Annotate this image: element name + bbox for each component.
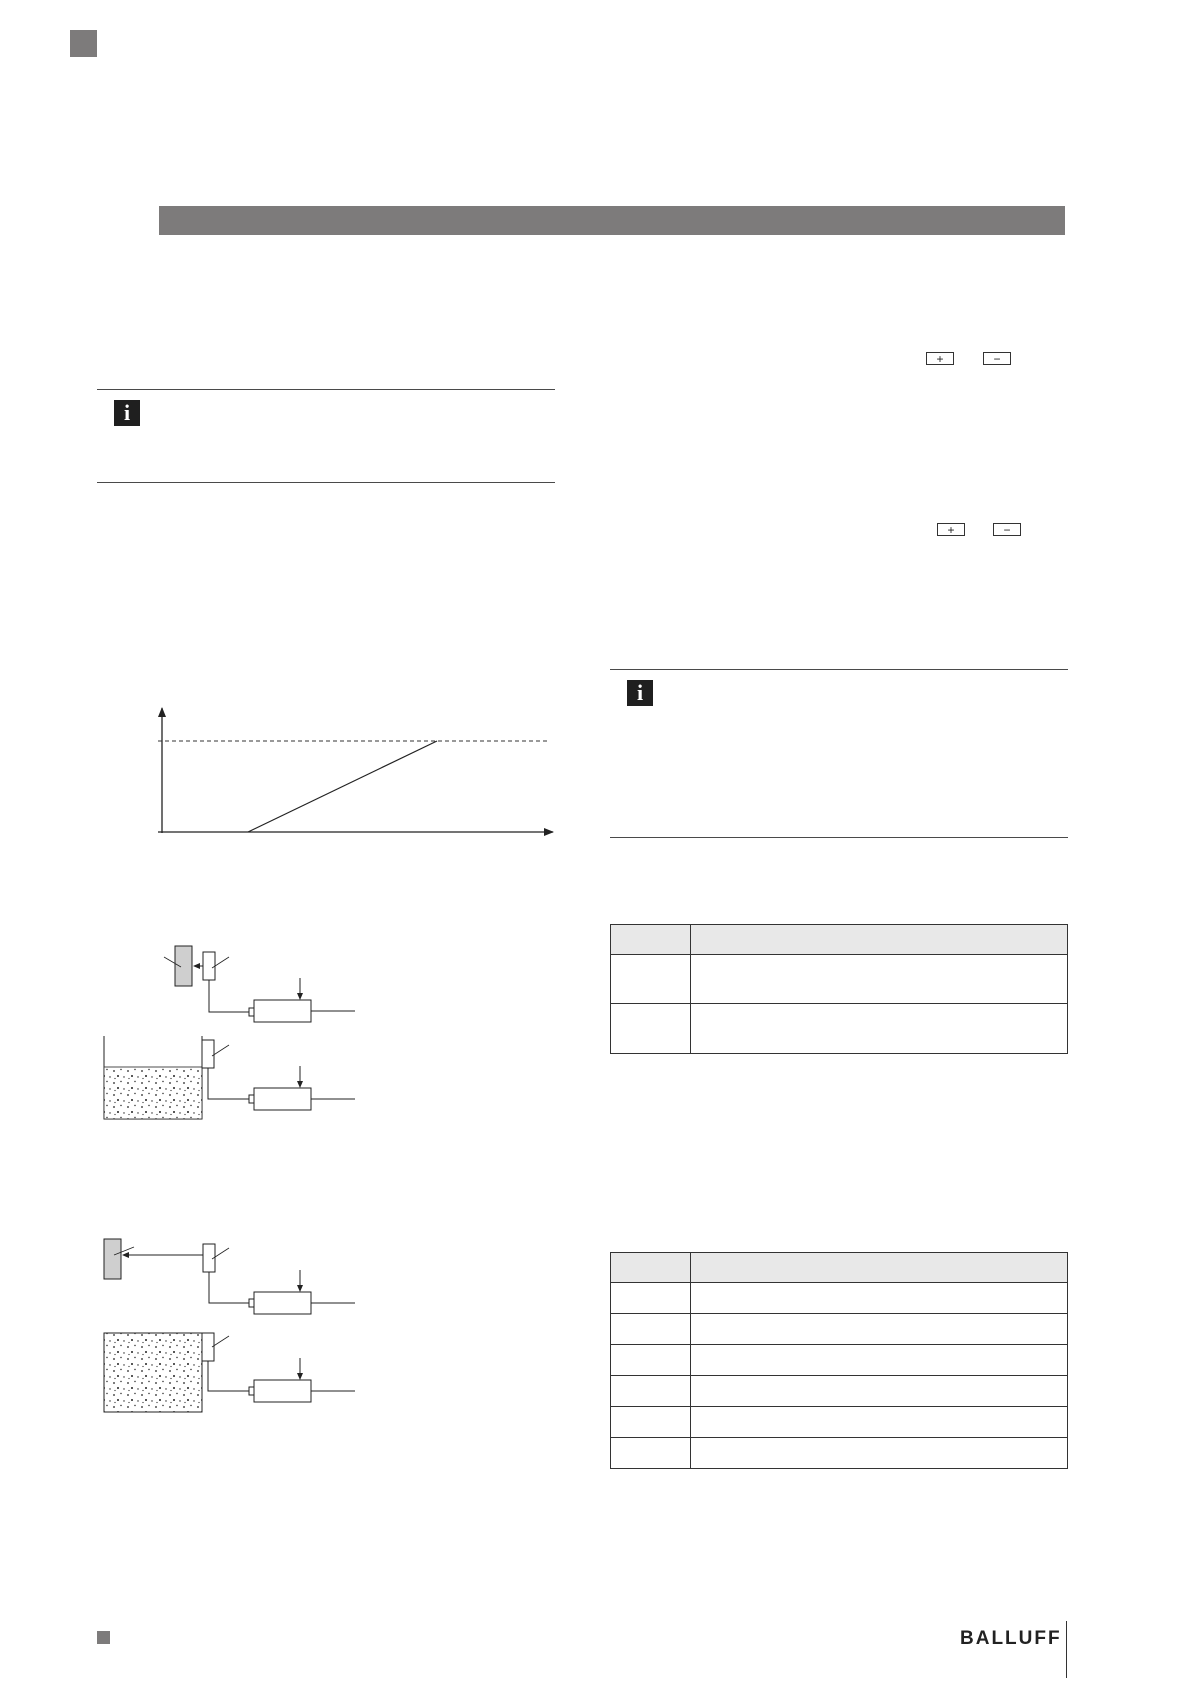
sensor-to-distant-target xyxy=(104,1239,355,1314)
table-row xyxy=(611,1314,1068,1345)
table-cell xyxy=(611,1407,691,1438)
table-header-row xyxy=(611,1253,1068,1283)
minus-key-icon: − xyxy=(983,352,1011,365)
minus-key-icon: − xyxy=(993,523,1021,536)
table-header-cell xyxy=(611,1253,691,1283)
table-cell xyxy=(611,1376,691,1407)
cable-connector xyxy=(249,1387,254,1395)
table-row xyxy=(611,1283,1068,1314)
table-row xyxy=(611,1004,1068,1054)
info-icon: i xyxy=(114,400,140,426)
info-icon: i xyxy=(627,680,653,706)
table-header-cell xyxy=(691,925,1068,955)
table-cell xyxy=(691,1283,1068,1314)
table-cell xyxy=(691,1345,1068,1376)
amplifier-box xyxy=(254,1380,311,1402)
table-cell xyxy=(611,1004,691,1054)
plus-key-icon: + xyxy=(926,352,954,365)
table-row xyxy=(611,1407,1068,1438)
table-cell xyxy=(611,955,691,1004)
sensor-cable xyxy=(208,1361,249,1391)
table-cell xyxy=(691,955,1068,1004)
footer-marker xyxy=(97,1631,110,1644)
table-cell xyxy=(611,1345,691,1376)
table-row xyxy=(611,955,1068,1004)
plus-key-icon: + xyxy=(937,523,965,536)
table-cell xyxy=(691,1004,1068,1054)
cable-connector xyxy=(249,1299,254,1307)
brand-logo: BALLUFF xyxy=(960,1628,1062,1649)
table-row xyxy=(611,1438,1068,1469)
table-row xyxy=(611,1345,1068,1376)
granular-fill xyxy=(104,1333,202,1412)
table-cell xyxy=(691,1376,1068,1407)
table-cell xyxy=(611,1438,691,1469)
data-table-1 xyxy=(610,924,1068,1054)
target-object xyxy=(104,1239,121,1279)
table-row xyxy=(611,1376,1068,1407)
table-cell xyxy=(691,1314,1068,1345)
data-table-2 xyxy=(610,1252,1068,1469)
table-cell xyxy=(691,1407,1068,1438)
amplifier-box xyxy=(254,1292,311,1314)
sensor-on-full-container xyxy=(104,1333,355,1412)
table-header-cell xyxy=(691,1253,1068,1283)
leader-line xyxy=(212,1336,229,1347)
footer-vertical-rule xyxy=(1066,1621,1067,1678)
table-cell xyxy=(611,1283,691,1314)
table-header-cell xyxy=(611,925,691,955)
sensor-cable xyxy=(209,1272,249,1303)
table-cell xyxy=(611,1314,691,1345)
table-header-row xyxy=(611,925,1068,955)
table-cell xyxy=(691,1438,1068,1469)
